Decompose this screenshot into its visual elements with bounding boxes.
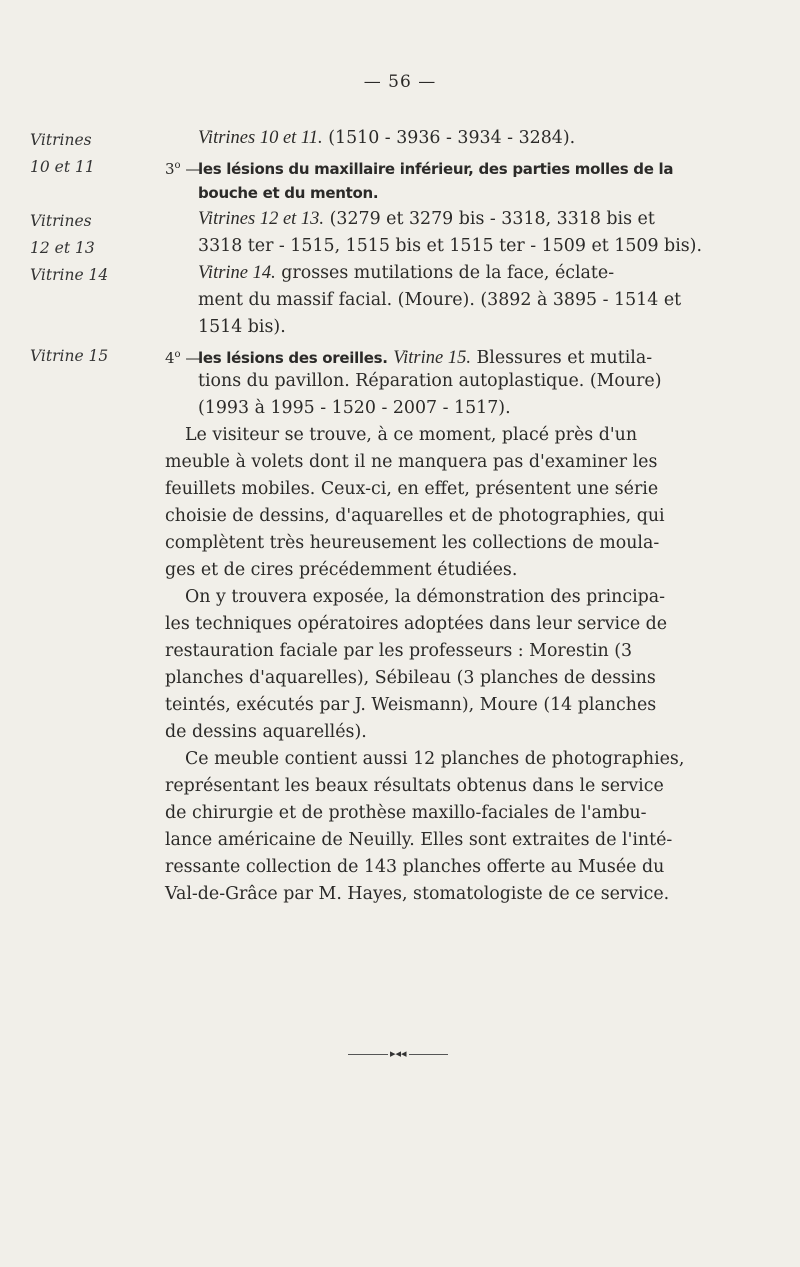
text-line: feuillets mobiles. Ceux-ci, en effet, présentent une série [165, 479, 659, 499]
entry-text: Blessures et mutila- [476, 348, 653, 368]
margin-note-line: Vitrines [30, 212, 92, 230]
text-line: de dessins aquarellés). [165, 722, 367, 742]
margin-note-vitrines-10-11 [30, 127, 150, 181]
text-line: 3318 ter - 1515, 1515 bis et 1515 ter - 1509 et 1509 bis). [198, 236, 702, 256]
text-line: ges et de cires précédemment étudiées. [165, 560, 518, 580]
text-line: Val-de-Grâce par M. Hayes, stomatologiste de ce service. [165, 884, 670, 904]
margin-note-vitrines-12-13 [30, 208, 150, 262]
text-line: (1993 à 1995 - 1520 - 2007 - 1517). [198, 398, 511, 418]
entry-text: grosses mutilations de la face, éclate- [281, 263, 615, 283]
text-line: représentant les beaux résultats obtenus dans le service [165, 776, 664, 796]
reference-numbers: (1510 - 3936 - 3934 - 3284). [328, 128, 576, 148]
text-line: planches d'aquarelles), Sébileau (3 planches de dessins [165, 668, 656, 688]
text-line: restauration faciale par les professeurs : Morestin (3 [165, 641, 633, 661]
text-line: choisie de dessins, d'aquarelles et de photographies, qui [165, 506, 665, 526]
section-heading: les lésions des oreilles. [198, 349, 388, 367]
section-heading: les lésions du maxillaire inférieur, des parties molles de la [198, 160, 674, 178]
text-line: meuble à volets dont il ne manquera pas d'examiner les [165, 452, 658, 472]
text-line: teintés, exécutés par J. Weismann), Moure (14 planches [165, 695, 657, 715]
margin-note-vitrine-15 [30, 343, 150, 370]
margin-note-line: Vitrine 14 [30, 266, 109, 284]
vitrine-label: Vitrines 10 et 11. [198, 128, 323, 148]
text-line: tions du pavillon. Réparation autoplastique. (Moure) [198, 371, 662, 391]
reference-numbers: (3279 et 3279 bis - 3318, 3318 bis et [329, 209, 655, 229]
text-line: 1514 bis). [198, 317, 286, 337]
divider-ornament: ▸◂◂ [390, 1047, 407, 1060]
text-line: Le visiteur se trouve, à ce moment, placé près d'un [185, 425, 638, 445]
page-number: — 56 — [363, 72, 437, 92]
item-number: 3$^o$ — [165, 160, 201, 178]
text-line: lance américaine de Neuilly. Elles sont extraites de l'inté- [165, 830, 673, 850]
vitrine-label: Vitrine 15. [393, 348, 471, 368]
item-number: 4$^o$ — [165, 349, 201, 367]
margin-note-line: Vitrines [30, 131, 92, 149]
item-3-heading-continued [198, 180, 378, 207]
text-line: On y trouvera exposée, la démonstration des principa- [185, 587, 666, 607]
margin-note-line: 10 et 11 [30, 158, 95, 176]
text-line: Ce meuble contient aussi 12 planches de photographies, [185, 749, 685, 769]
text-line: ressante collection de 143 planches offerte au Musée du [165, 857, 665, 877]
text-line: complètent très heureusement les collections de moula- [165, 533, 660, 553]
vitrine-label: Vitrines 12 et 13. [198, 209, 325, 229]
vitrine-label: Vitrine 14. [198, 263, 276, 283]
entry-vitrine-14 [198, 260, 614, 287]
text-line: de chirurgie et de prothèse maxillo-faciales de l'ambu- [165, 803, 647, 823]
text-line: les techniques opératoires adoptées dans leur service de [165, 614, 668, 634]
section-heading: bouche et du menton. [198, 184, 379, 202]
item-3-heading-line [165, 152, 673, 183]
text-line: ment du massif facial. (Moure). (3892 à 3895 - 1514 et [198, 290, 682, 310]
margin-note-line: Vitrine 15 [30, 347, 109, 365]
margin-note-vitrine-14 [30, 262, 150, 289]
margin-note-line: 12 et 13 [30, 239, 95, 257]
entry-vitrines-12-13 [198, 206, 655, 233]
entry-vitrines-10-11 [198, 125, 575, 152]
